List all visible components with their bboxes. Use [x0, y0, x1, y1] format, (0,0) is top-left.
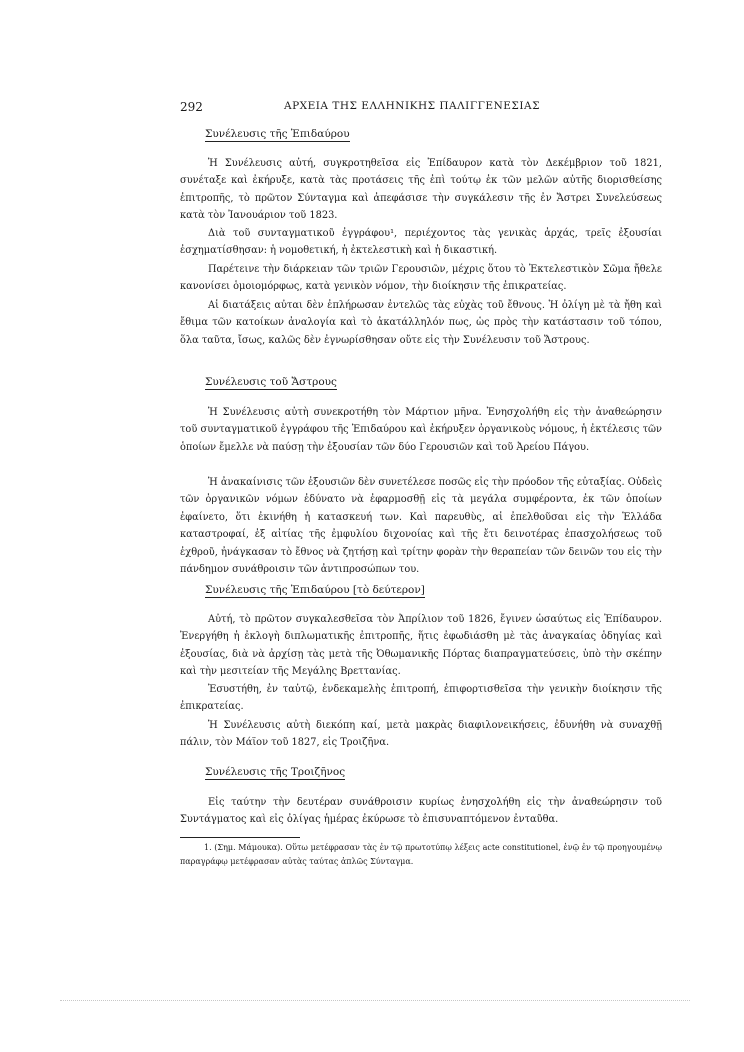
- scan-artifact-line: [60, 1000, 690, 1001]
- paragraph: Ἐσυστήθη, ἐν ταὐτῷ, ἑνδεκαμελὴς ἐπιτροπή, ἐπιφορτισθεῖσα τὴν γενικὴν διοίκησιν τῆς ἐπικρατείας.: [180, 684, 662, 713]
- paragraph: Ἡ Συνέλευσις αὐτὴ διεκόπη καί, μετὰ μακρὰς διαφιλονεικήσεις, ἐδυνήθη νὰ συναχθῇ πάλιν, τὸν Μάϊον τοῦ 1827, εἰς Τροιζῆνα.: [180, 720, 662, 749]
- footnote: 1. (Σημ. Μάμουκα). Οὕτω μετέφρασαν τὰς ἐν τῷ πρωτοτύπῳ λέξεις acte constitutionel, ἐνῷ ἐν τῷ προηγουμένῳ παραγράφῳ μετέφρασαν αὐτὰς ταύτας ἁπλῶς Σύνταγμα.: [180, 843, 662, 866]
- section-heading-epidaurus-second: Συνέλευσις τῆς Ἐπιδαύρου [τὸ δεύτερον]: [205, 584, 425, 596]
- footnote-rule: [180, 837, 300, 838]
- section-heading-astros: Συνέλευσις τοῦ Ἄστρους: [205, 376, 337, 388]
- section-heading-epidaurus: Συνέλευσις τῆς Ἐπιδαύρου: [205, 128, 350, 140]
- running-title: ΑΡΧΕΙΑ ΤΗΣ ΕΛΛΗΝΙΚΗΣ ΠΑΛΙΓΓΕΝΕΣΙΑΣ: [284, 100, 540, 112]
- paragraph: Ἡ Συνέλευσις αὐτὴ συνεκροτήθη τὸν Μάρτιον μῆνα. Ἐνησχολήθη εἰς τὴν ἀναθεώρησιν τοῦ συνταγματικοῦ ἐγγράφου τῆς Ἐπιδαύρου καὶ ἐκήρυξεν ὀργανικοὺς νόμους, ἡ ἐκτέλεσις τῶν ὁποίων ἔμελλε νὰ παύσῃ τὴν ἐξουσίαν τῶν δύο Γερουσιῶν καὶ τοῦ Ἀρείου Πάγου.: [180, 407, 662, 453]
- paragraph: Παρέτεινε τὴν διάρκειαν τῶν τριῶν Γερουσιῶν, μέχρις ὅτου τὸ Ἐκτελεστικὸν Σῶμα ἤθελε κανονίσει ὁμοιομόρφως, κατὰ γενικὸν νόμον, τὴν διοίκησιν τῆς ἐπικρατείας.: [180, 264, 662, 293]
- paragraph: Αἱ διατάξεις αὐται δὲν ἐπλήρωσαν ἐντελῶς τὰς εὐχὰς τοῦ ἔθνους. Ἡ ὀλίγη μὲ τὰ ἤθη καὶ ἔθιμα τῶν κατοίκων ἀναλογία καὶ τὸ ἀκατάλληλόν πως, ὡς πρὸς τὴν κατάστασιν τοῦ τόπου, ὅλα ταῦτα, ἴσως, καλῶς δὲν ἐγνωρίσθησαν οὔτε εἰς τὴν Συνέλευσιν τοῦ Ἄστρους.: [180, 300, 662, 346]
- paragraph: Ἡ Συνέλευσις αὐτή, συγκροτηθεῖσα εἰς Ἐπίδαυρον κατὰ τὸν Δεκέμβριον τοῦ 1821, συνέταξε καὶ ἐκήρυξε, κατὰ τὰς προτάσεις τῆς ἐπὶ τούτῳ ἐκ τῶν μελῶν αὐτῆς διορισθείσης ἐπιτροπῆς, τὸ πρῶτον Σύνταγμα καὶ ἀπεφάσισε τὴν συγκάλεσιν τῆς ἐν Ἄστρει Συνελεύσεως κατὰ τὸν Ἰανουάριον τοῦ 1823.: [180, 158, 662, 222]
- paragraph: Εἰς ταύτην τὴν δευτέραν συνάθροισιν κυρίως ἐνησχολήθη εἰς τὴν ἀναθεώρησιν τοῦ Συντάγματος καὶ εἰς ὀλίγας ἡμέρας ἐκύρωσε τὸ ἐπισυναπτόμενον ἐνταῦθα.: [180, 797, 662, 826]
- section-heading-troezen: Συνέλευσις τῆς Τροιζῆνος: [205, 766, 346, 778]
- page-number: 292: [180, 100, 203, 114]
- paragraph: Διὰ τοῦ συνταγματικοῦ ἐγγράφου¹, περιέχοντος τὰς γενικὰς ἀρχάς, τρεῖς ἐξουσίαι ἐσχηματίσθησαν: ἡ νομοθετική, ἡ ἐκτελεστικὴ καὶ ἡ δικαστική.: [180, 228, 662, 257]
- paragraph: Ἡ ἀνακαίνισις τῶν ἐξουσιῶν δὲν συνετέλεσε ποσῶς εἰς τὴν πρόοδον τῆς εὐταξίας. Οὐδεὶς τῶν ὀργανικῶν νόμων ἐδύνατο νὰ ἐφαρμοσθῇ εἰς τὰ μεγάλα συμφέροντα, ἐκ τῶν ὁποίων ἐφαίνετο, ὅτι ἐκινήθη ἡ κατασκευή των. Καὶ παρευθὺς, αἱ ἐπελθοῦσαι εἰς τὴν Ἑλλάδα καταστροφαί, ἐξ αἰτίας τῆς ἐμφυλίου διχονοίας καὶ τῆς ἔτι δεινοτέρας ἐπασχολήσεως τοῦ ἐχθροῦ, ἠνάγκασαν τὸ ἔθνος νὰ ζητήσῃ καὶ τρίτην φορὰν τὴν θεραπείαν τῶν δεινῶν του εἰς τὴν πάνδημον συνάθροισιν τῶν ἀντιπροσώπων του.: [180, 477, 662, 576]
- paragraph: Αὐτή, τὸ πρῶτον συγκαλεσθεῖσα τὸν Ἀπρίλιον τοῦ 1826, ἔγινεν ὡσαύτως εἰς Ἐπίδαυρον. Ἐνεργήθη ἡ ἐκλογὴ διπλωματικῆς ἐπιτροπῆς, ἥτις ἐφωδιάσθη μὲ τὰς ἀναγκαίας ὁδηγίας καὶ ἐξουσίας, διὰ νὰ ἀρχίσῃ τὰς μετὰ τῆς Ὀθωμανικῆς Πόρτας διαπραγματεύσεις, ὑπὸ τὴν σκέπην καὶ τὴν μεσιτείαν τῆς Μεγάλης Βρεττανίας.: [180, 614, 662, 678]
- page-header: [180, 100, 660, 116]
